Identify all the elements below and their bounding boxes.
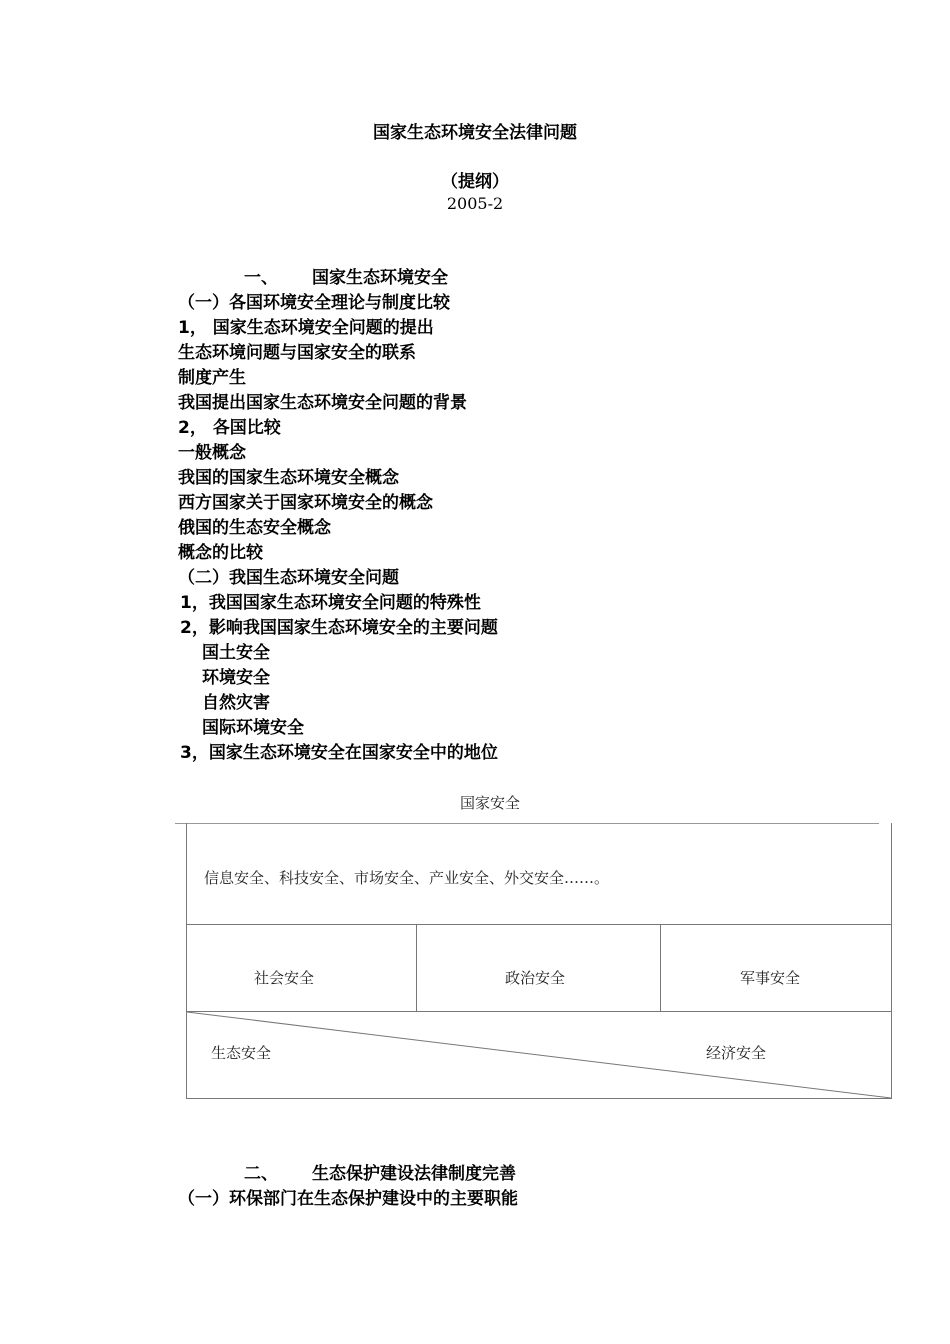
outline-line: 2， 各国比较	[178, 418, 281, 438]
outline-line: 国土安全	[202, 643, 270, 663]
national-security-diagram	[175, 823, 892, 1101]
diagram-label: 国家安全	[460, 794, 521, 812]
outline-line: 环境安全	[202, 668, 270, 688]
section-1-heading: 国家生态环境安全	[312, 268, 448, 288]
diagram-cell-ecological-text: 生态安全	[211, 1044, 272, 1062]
outline-line: （一）各国环境安全理论与制度比较	[178, 293, 450, 313]
section-1-heading-number: 一、	[244, 268, 278, 288]
diagram-row-3	[186, 1011, 892, 1099]
outline-line: 2，影响我国国家生态环境安全的主要问题	[180, 618, 498, 638]
diagram-cell-military-text: 军事安全	[740, 969, 801, 987]
diagram-cell-social	[186, 924, 417, 1012]
outline-line: 我国的国家生态环境安全概念	[178, 468, 399, 488]
outline-line: 我国提出国家生态环境安全问题的背景	[178, 393, 467, 413]
document-title: 国家生态环境安全法律问题	[373, 123, 577, 143]
document-date: 2005-2	[446, 194, 504, 213]
outline-line: 俄国的生态安全概念	[178, 518, 331, 538]
diagram-diagonal-divider	[187, 1012, 891, 1098]
diagram-row-1-text: 信息安全、科技安全、市场安全、产业安全、外交安全……。	[204, 869, 610, 887]
outline-line: 1，我国国家生态环境安全问题的特殊性	[180, 593, 481, 613]
diagram-cell-political-text: 政治安全	[505, 969, 566, 987]
outline-line: 自然灾害	[202, 693, 270, 713]
diagram-row-1	[186, 823, 892, 925]
outline-line: 概念的比较	[178, 543, 263, 563]
outline-line: 西方国家关于国家环境安全的概念	[178, 493, 433, 513]
outline-line: 1， 国家生态环境安全问题的提出	[178, 318, 434, 338]
outline-line: 国际环境安全	[202, 718, 304, 738]
diagram-cell-economic-text: 经济安全	[706, 1044, 767, 1062]
outline-line: 生态环境问题与国家安全的联系	[178, 343, 416, 363]
outline-line: 3，国家生态环境安全在国家安全中的地位	[180, 743, 498, 763]
outline-line: （二）我国生态环境安全问题	[178, 568, 399, 588]
diagram-cell-military	[660, 924, 892, 1012]
section-2-heading: 生态保护建设法律制度完善	[312, 1164, 516, 1184]
outline-line: 一般概念	[178, 443, 246, 463]
section-2-heading-number: 二、	[244, 1164, 278, 1184]
outline-line: （一）环保部门在生态保护建设中的主要职能	[178, 1189, 518, 1209]
diagram-cell-social-text: 社会安全	[254, 969, 315, 987]
diagram-cell-political	[416, 924, 661, 1012]
document-subtitle: （提纲）	[441, 172, 509, 192]
outline-line: 制度产生	[178, 368, 246, 388]
